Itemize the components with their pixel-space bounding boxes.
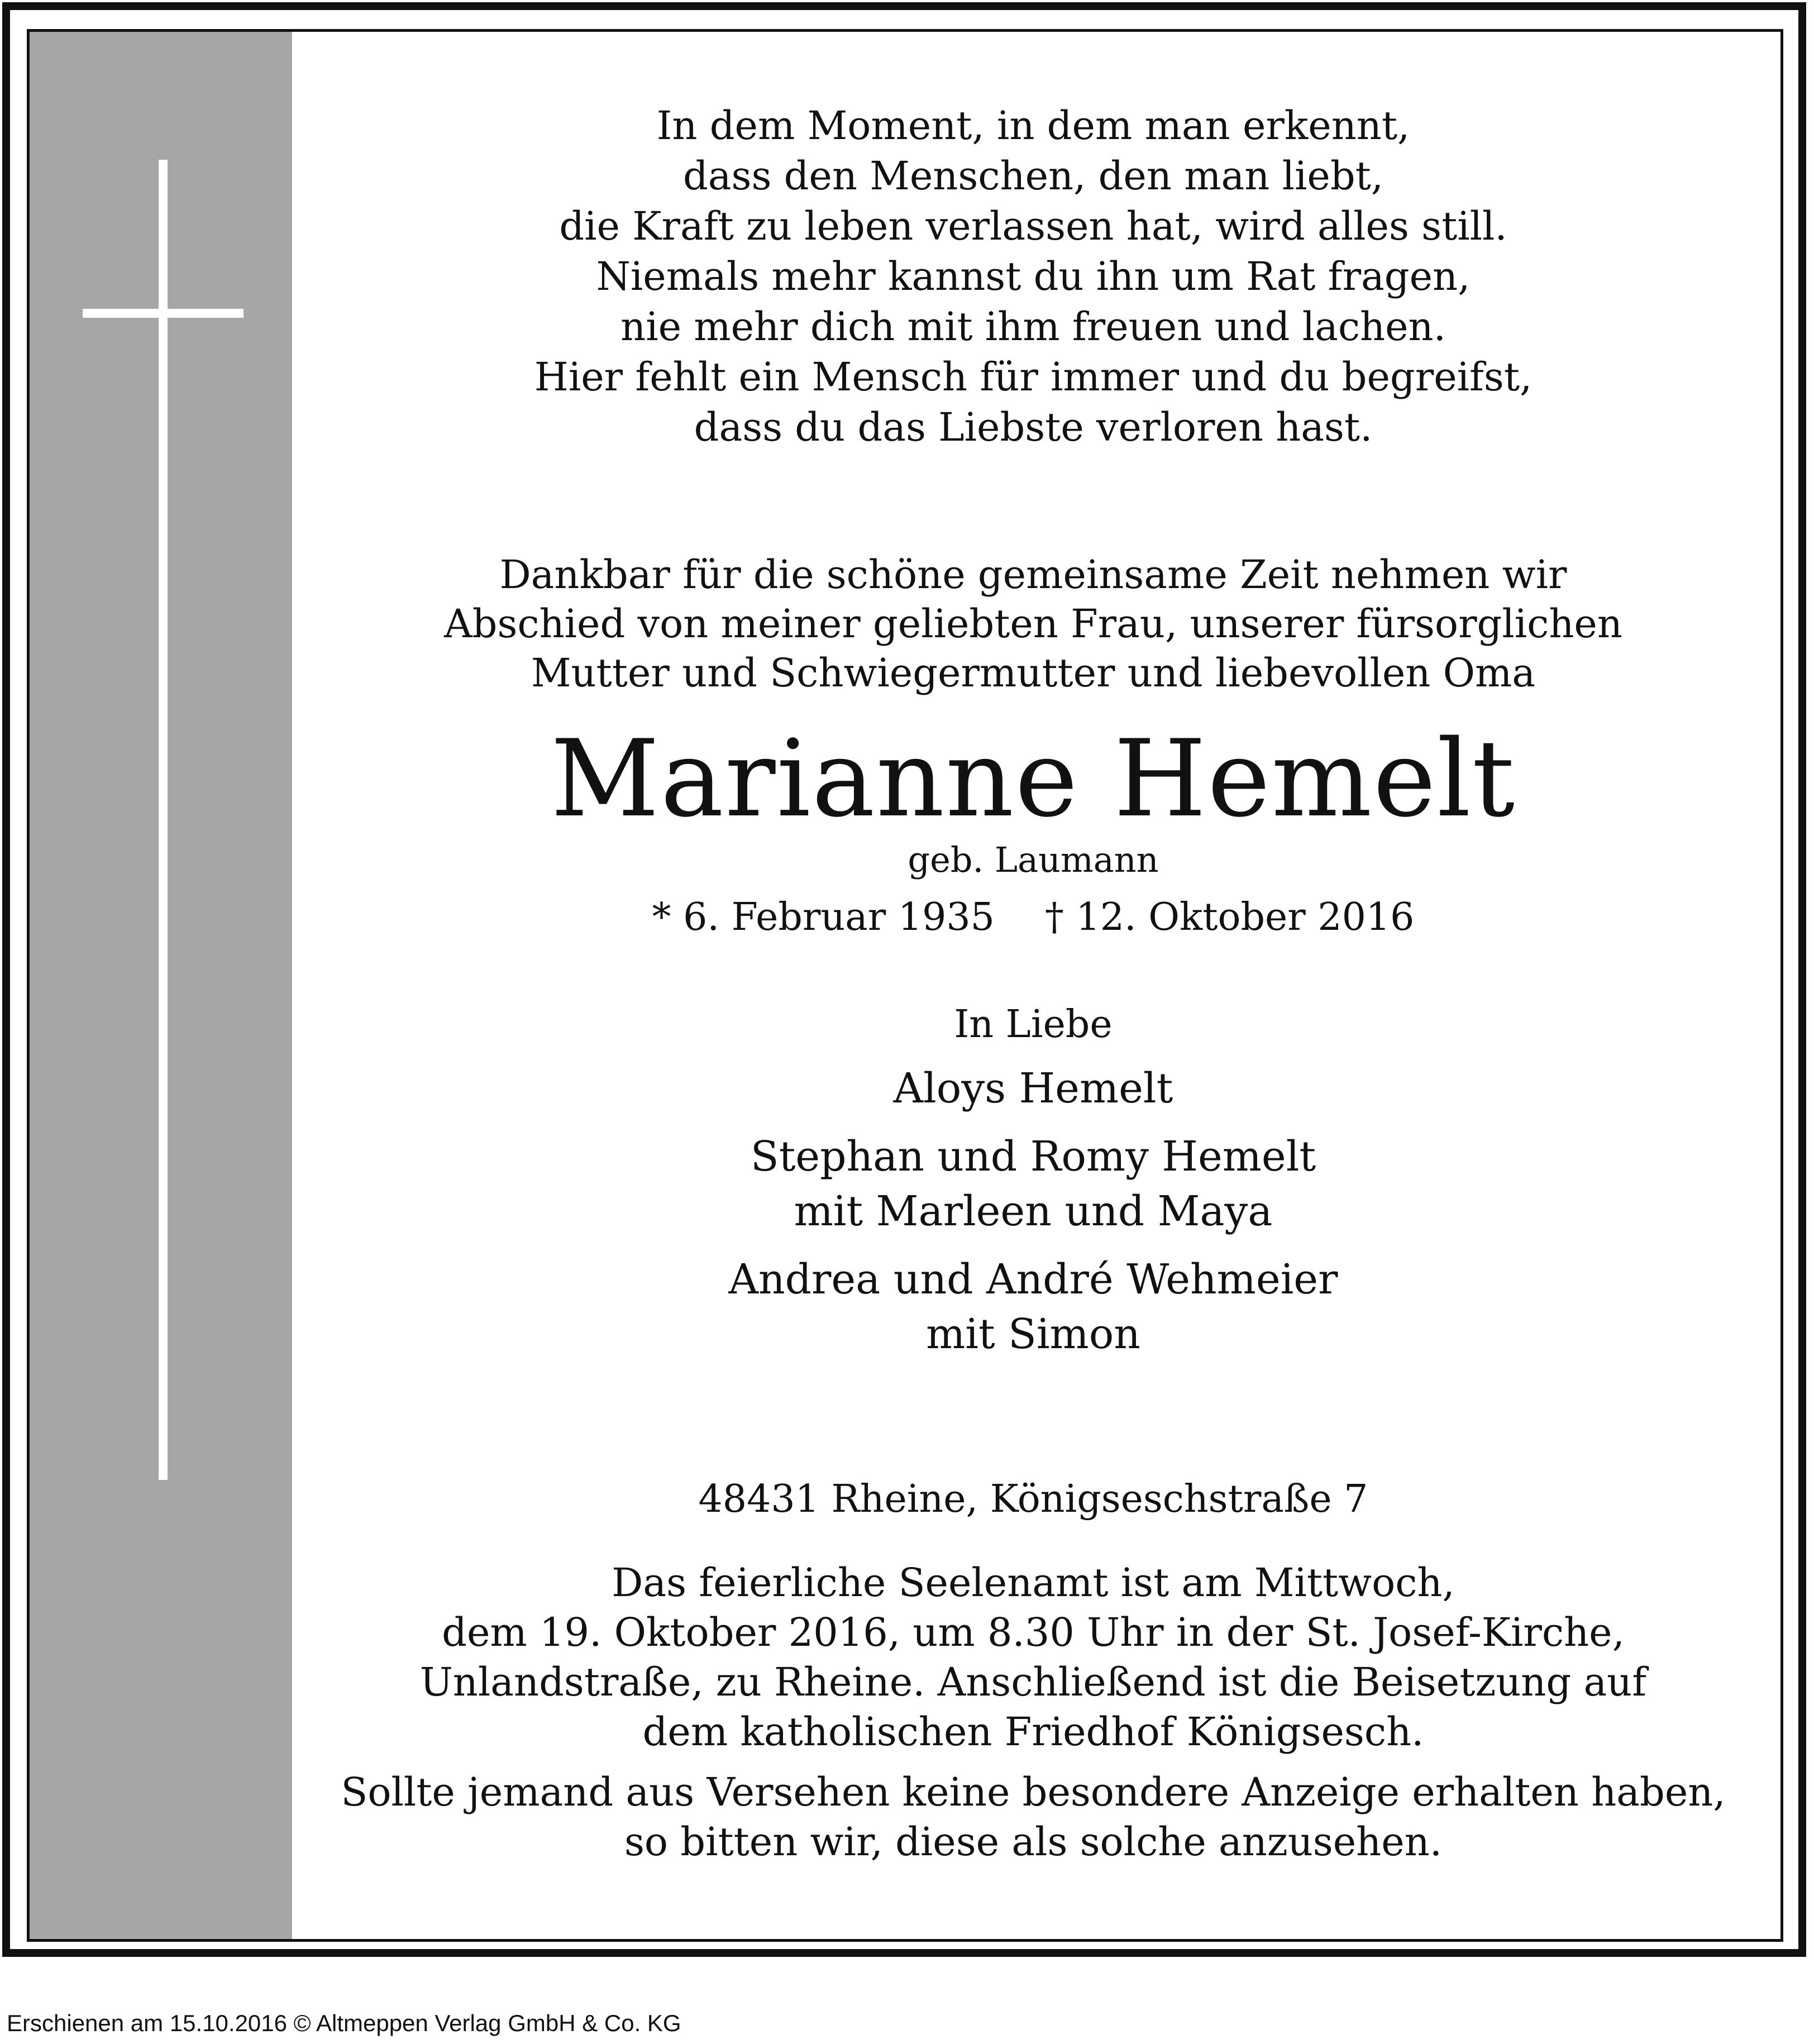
service-line: dem 19. Oktober 2016, um 8.30 Uhr in der St. Josef-Kirche,: [442, 1610, 1625, 1655]
family-address: 48431 Rheine, Königseschstraße 7: [698, 1477, 1368, 1521]
service-line: Unlandstraße, zu Rheine. Anschließend ist die Beisetzung auf: [419, 1659, 1647, 1705]
closing-note: [313, 1768, 1754, 1867]
mourners-list: [313, 1061, 1754, 1375]
closing-line: so bitten wir, diese als solche anzusehen.: [624, 1819, 1443, 1865]
verse-line: die Kraft zu leben verlassen hat, wird alles still.: [559, 203, 1507, 249]
verse-line: dass den Menschen, den man liebt,: [682, 153, 1384, 199]
mourners-heading: In Liebe: [954, 1002, 1113, 1047]
maiden-name: geb. Laumann: [908, 839, 1159, 880]
deceased-name: Marianne Hemelt: [550, 717, 1516, 840]
mourner-line: mit Simon: [926, 1310, 1140, 1358]
mourner-group: [313, 1061, 1754, 1116]
service-line: dem katholischen Friedhof Königsesch.: [642, 1709, 1424, 1755]
publication-footer: Erschienen am 15.10.2016 © Altmeppen Verlag GmbH & Co. KG: [7, 2010, 681, 2036]
verse-line: nie mehr dich mit ihm freuen und lachen.: [620, 304, 1446, 350]
mourner-line: Aloys Hemelt: [893, 1064, 1173, 1112]
verse-line: Hier fehlt ein Mensch für immer und du begreifst,: [534, 354, 1533, 400]
verse-line: dass du das Liebste verloren hast.: [694, 404, 1373, 450]
mourner-line: Andrea und André Wehmeier: [728, 1255, 1338, 1303]
cross-icon-bar: [83, 309, 244, 318]
verse: [313, 101, 1754, 452]
cross-icon: [159, 160, 168, 1480]
mourner-group: [313, 1252, 1754, 1362]
intro-text: [313, 550, 1754, 698]
death-date: † 12. Oktober 2016: [1044, 895, 1415, 939]
closing-line: Sollte jemand aus Versehen keine besondere Anzeige erhalten haben,: [341, 1769, 1726, 1815]
intro-line: Abschied von meiner geliebten Frau, unserer fürsorglichen: [444, 601, 1622, 647]
mourner-group: [313, 1129, 1754, 1239]
verse-line: Niemals mehr kannst du ihn um Rat fragen,: [596, 254, 1471, 299]
verse-line: In dem Moment, in dem man erkennt,: [656, 103, 1410, 149]
mourner-line: Stephan und Romy Hemelt: [750, 1133, 1316, 1181]
mourner-line: mit Marleen und Maya: [794, 1187, 1273, 1235]
life-dates: [313, 892, 1754, 943]
service-line: Das feierliche Seelenamt ist am Mittwoch,: [612, 1560, 1455, 1606]
service-details: [313, 1558, 1754, 1757]
birth-date: * 6. Februar 1935: [652, 895, 995, 939]
intro-line: Mutter und Schwiegermutter und liebevollen Oma: [531, 650, 1536, 696]
intro-line: Dankbar für die schöne gemeinsame Zeit nehmen wir: [499, 552, 1567, 598]
